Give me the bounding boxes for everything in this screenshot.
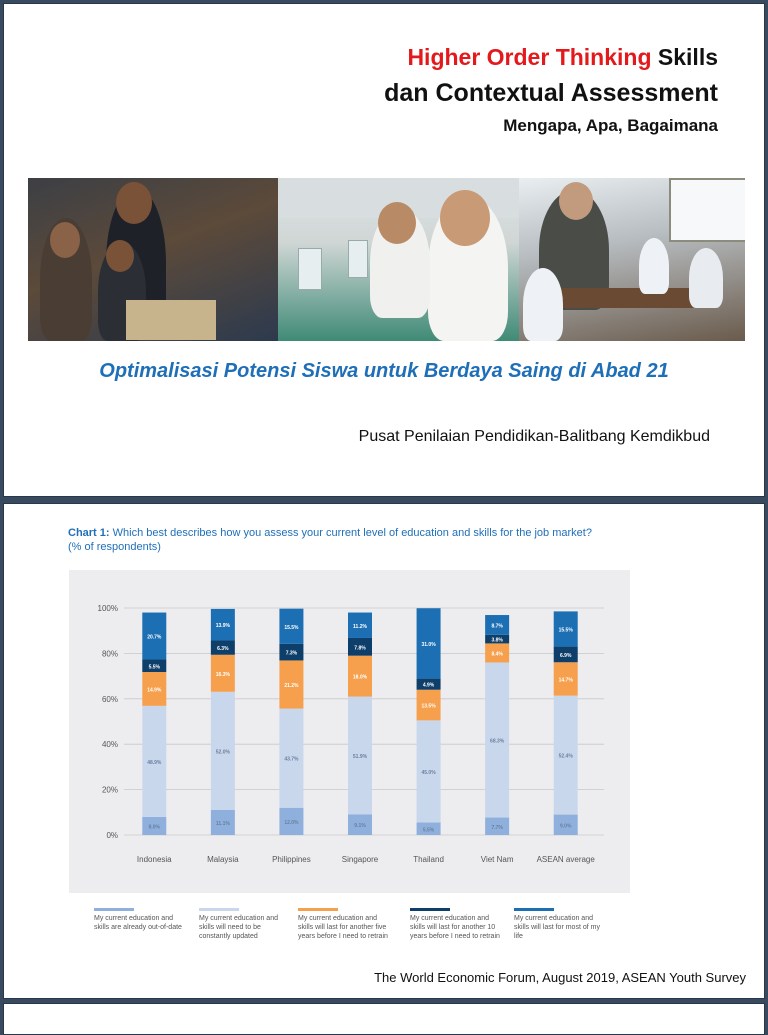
photo-children-experiment	[278, 178, 529, 341]
x-tick-label: Singapore	[341, 855, 379, 864]
data-label: 68.3%	[490, 738, 505, 745]
data-label: 43.7%	[284, 756, 299, 763]
data-label: 6.3%	[217, 646, 229, 653]
data-label: 16.3%	[215, 671, 230, 678]
source-citation: The World Economic Forum, August 2019, ASEAN Youth Survey	[374, 970, 746, 985]
data-label: 11.1%	[215, 820, 230, 827]
photo-students-laptop	[28, 178, 279, 341]
y-tick-label: 60%	[101, 694, 118, 704]
data-label: 3.8%	[491, 637, 503, 644]
data-label: 11.2%	[353, 623, 367, 630]
data-label: 52.4%	[558, 753, 573, 760]
data-label: 15.5%	[284, 624, 299, 631]
title-highlight: Higher Order Thinking	[407, 44, 652, 70]
x-tick-label: Viet Nam	[480, 855, 514, 864]
data-label: 8.7%	[491, 623, 503, 630]
y-tick-label: 0%	[106, 831, 118, 840]
data-label: 9.0%	[560, 823, 572, 830]
data-label: 18.0%	[352, 674, 368, 681]
legend-label: My current education and skills will need to be constantly updated	[199, 915, 278, 940]
y-tick-label: 40%	[101, 740, 118, 750]
chart-area	[69, 570, 630, 893]
data-label: 13.9%	[215, 623, 230, 630]
legend-label: My current education and skills will last for most of my life	[514, 915, 600, 940]
data-label: 5.5%	[422, 827, 435, 834]
data-label: 8.4%	[491, 651, 503, 658]
x-tick-label: ASEAN average	[536, 855, 595, 864]
x-tick-label: Thailand	[413, 855, 444, 864]
chart-slide	[3, 503, 765, 999]
y-tick-label: 100%	[97, 604, 118, 613]
legend-swatch	[199, 908, 239, 911]
data-label: 9.1%	[354, 823, 366, 830]
slide-subtitle: Optimalisasi Potensi Siswa untuk Berdaya Saing di Abad 21	[99, 360, 669, 382]
data-label: 51.9%	[352, 753, 368, 760]
title-rest: Skills	[651, 44, 718, 70]
legend-label: My current education and skills are already out-of-date	[94, 915, 182, 931]
x-tick-label: Indonesia	[136, 855, 172, 864]
legend-swatch	[94, 908, 134, 911]
legend-label: My current education and skills will last for another 10 years before I need to retrain	[410, 915, 500, 940]
x-tick-label: Malaysia	[207, 855, 239, 864]
y-tick-label: 80%	[101, 649, 118, 659]
legend-swatch	[298, 908, 338, 911]
legend-swatch	[514, 908, 554, 911]
legend-item	[298, 908, 393, 941]
x-tick-label: Philippines	[272, 855, 311, 864]
slide-title-line3: Mengapa, Apa, Bagaimana	[503, 116, 718, 135]
data-label: 6.9%	[560, 652, 572, 659]
legend-item	[199, 908, 294, 941]
data-label: 14.7%	[558, 677, 573, 684]
data-label: 20.7%	[147, 634, 162, 641]
title-slide	[3, 3, 765, 497]
data-label: 7.8%	[354, 645, 366, 652]
data-label: 45.0%	[421, 769, 436, 776]
data-label: 15.5%	[558, 627, 573, 634]
data-label: 8.0%	[148, 824, 160, 831]
data-label: 48.9%	[147, 759, 162, 766]
data-label: 21.2%	[284, 682, 299, 689]
data-label: 4.9%	[422, 682, 435, 689]
chart-subtitle: (% of respondents)	[68, 541, 161, 553]
legend-item	[410, 908, 505, 941]
data-label: 7.3%	[285, 650, 298, 657]
data-label: 12.0%	[284, 819, 299, 826]
slide-title-line2: dan Contextual Assessment	[384, 79, 718, 107]
data-label: 31.0%	[421, 641, 436, 648]
legend-swatch	[410, 908, 450, 911]
y-tick-label: 20%	[101, 785, 118, 795]
stacked-bar-chart	[69, 570, 630, 893]
legend-label: My current education and skills will last for another five years before I need to retrain	[298, 915, 388, 940]
organization-name: Pusat Penilaian Pendidikan-Balitbang Kemdikbud	[358, 428, 710, 445]
data-label: 14.9%	[147, 687, 162, 694]
legend-item	[94, 908, 189, 932]
data-label: 7.7%	[491, 824, 503, 831]
data-label: 13.5%	[421, 703, 436, 710]
chart-title	[68, 526, 708, 554]
slide-title-line1	[407, 44, 718, 71]
chart-title-label: Chart 1:	[68, 527, 110, 539]
photo-teacher-classroom	[519, 178, 745, 341]
data-label: 5.5%	[148, 664, 160, 671]
chart-title-question: Which best describes how you assess your current level of education and skills for the job market?	[109, 527, 592, 539]
next-slide	[3, 1003, 765, 1035]
data-label: 52.0%	[215, 749, 230, 756]
legend-item	[514, 908, 609, 941]
